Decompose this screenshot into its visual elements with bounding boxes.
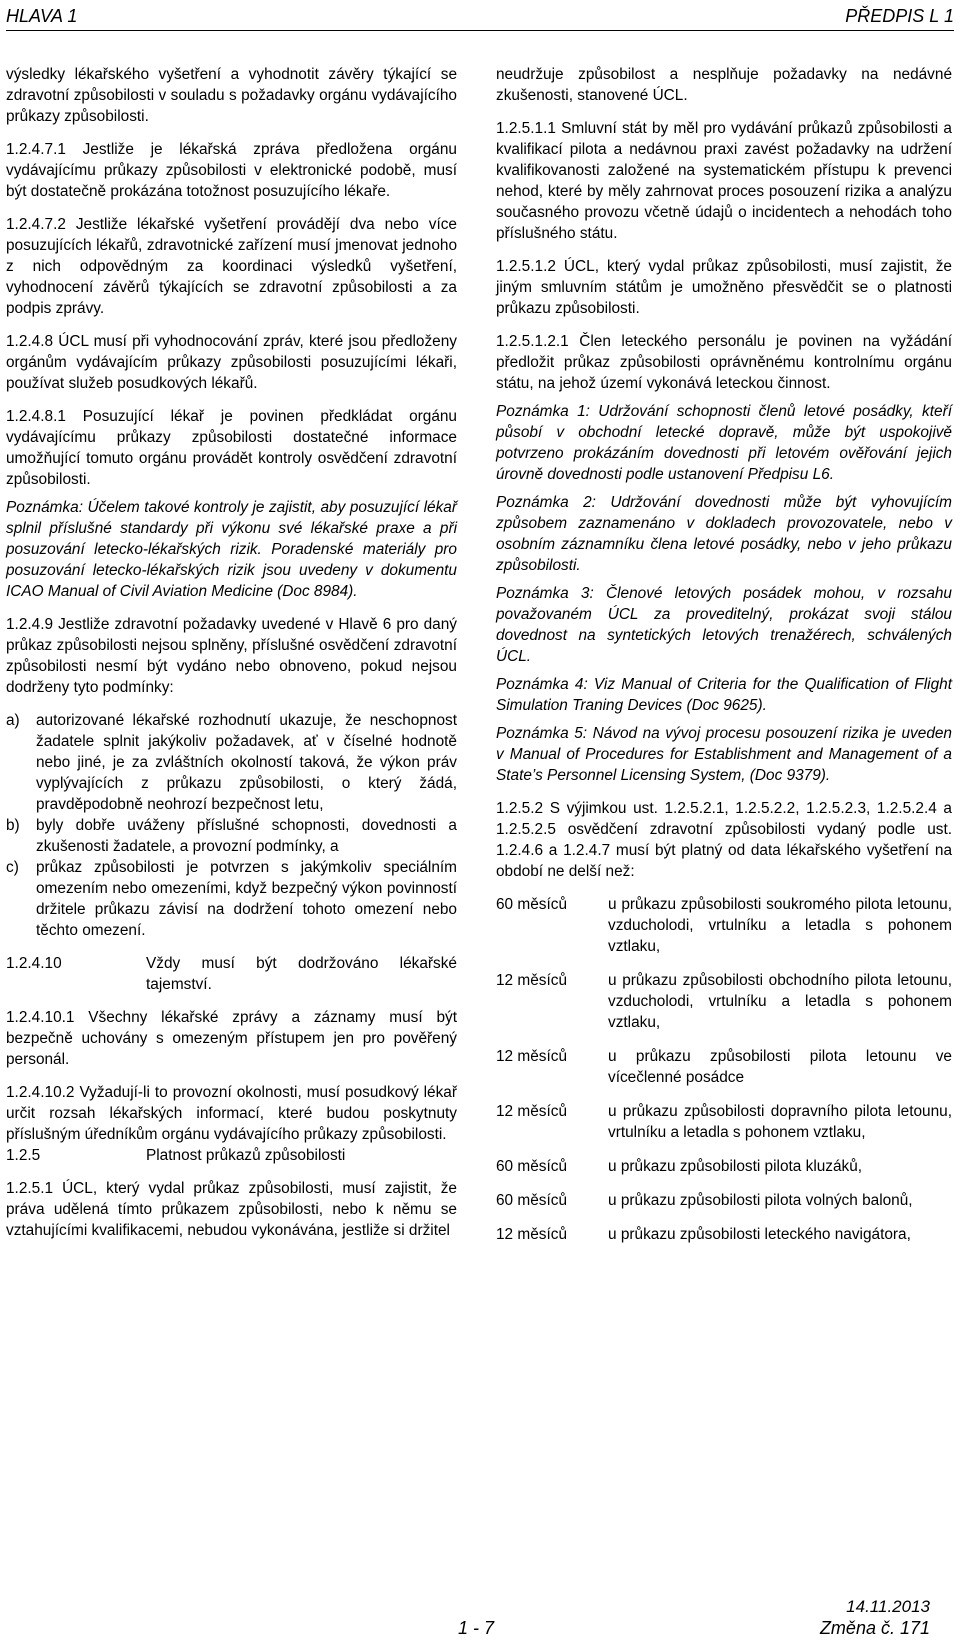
list-item: [6, 815, 457, 857]
section-title: Platnost průkazů způsobilosti: [146, 1147, 346, 1164]
paragraph-1-2-4-10: [6, 953, 457, 995]
validity-text: u průkazu způsobilosti pilota volných balonů,: [608, 1192, 913, 1209]
validity-period: 12 měsíců: [496, 972, 568, 989]
list-label: b): [6, 817, 20, 834]
right-column: [496, 64, 952, 1258]
section-number: 1.2.5: [6, 1147, 41, 1164]
amendment-number: Změna č. 171: [819, 1618, 930, 1638]
validity-text: u průkazu způsobilosti obchodního pilota letounu, vzducholodi, vrtulníku a letadla s pohonem vztlaku,: [608, 972, 952, 1031]
list-item: [6, 857, 457, 941]
list-item: [496, 1101, 952, 1143]
validity-period: 60 měsíců: [496, 1158, 568, 1175]
list-text: průkaz způsobilosti je potvrzen s jakýmkoliv speciálním omezením nebo omezeními, když bezpečný výkon povinností držitele průkazu závisí na dodržení tohoto omezení nebo těchto omezení.: [36, 859, 457, 939]
paragraph-1-2-5-1-2: 1.2.5.1.2 ÚCL, který vydal průkaz způsobilosti, musí zajistit, že jiným smluvním státům je umožněno přesvědčit se o platnosti průkazu způsobilosti.: [496, 258, 952, 317]
list-item: [496, 1156, 952, 1177]
validity-text: u průkazu způsobilosti pilota letounu ve vícečlenné posádce: [608, 1048, 952, 1086]
left-column: [6, 64, 457, 1241]
validity-period: 60 měsíců: [496, 1192, 568, 1209]
note-1: Poznámka 1: Udržování schopnosti členů letové posádky, kteří působí v obchodní letecké dopravě, může být uspokojivě potvrzeno prokázáním dovednosti při letovém ověřování jejich úrovně dovednosti podle ustanovení Předpisu L6.: [496, 403, 952, 483]
list-label: a): [6, 712, 20, 729]
validity-text: u průkazu způsobilosti leteckého navigátora,: [608, 1226, 911, 1243]
validity-period: 12 měsíců: [496, 1048, 568, 1065]
paragraph-1-2-5-2: 1.2.5.2 S výjimkou ust. 1.2.5.2.1, 1.2.5.2.2, 1.2.5.2.3, 1.2.5.2.4 a 1.2.5.2.5 osvědčení zdravotní způsobilosti vydaný podle ust. 1.2.4.6 a 1.2.4.7 musí být platný od data lékařského vyšetření na období ne delší než:: [496, 800, 952, 880]
list-item: [496, 1190, 952, 1211]
list-item: [496, 970, 952, 1033]
list-text: autorizované lékařské rozhodnutí ukazuje, že neschopnost žadatele splnit jakýkoliv požadavek, ať v číselné hodnotě nebo jiné, je za zvláštních okolností taková, že výkon práv vyplývajících z průkazu způsobilosti, o který žádá, pravděpodobně neohrozí bezpečnost letu,: [36, 712, 457, 813]
note-5: Poznámka 5: Návod na vývoj procesu posouzení rizika je uveden v Manual of Procedures for Establishment and Management of a State’s Personnel Licensing System, (Doc 9379).: [496, 725, 952, 784]
list-item: [496, 1224, 952, 1245]
paragraph-1-2-4-10-2: 1.2.4.10.2 Vyžadují-li to provozní okolnosti, musí posudkový lékař určit rozsah lékařských informací, které budou poskytnuty příslušným úředníkům orgánu vydávajícího průkazy způsobilosti.: [6, 1084, 457, 1143]
validity-period: 12 měsíců: [496, 1226, 568, 1243]
list-item: [6, 710, 457, 815]
note-2: Poznámka 2: Udržování dovednosti může být vyhovujícím způsobem zaznamenáno v dokladech provozovatele, nebo v osobním záznamníku člena letové posádky, nebo v jeho průkazu způsobilosti.: [496, 494, 952, 574]
list-item: [496, 894, 952, 957]
list-label: c): [6, 859, 19, 876]
section-number: 1.2.4.10: [6, 955, 62, 972]
validity-period: 12 měsíců: [496, 1103, 568, 1120]
chapter-title: HLAVA 1: [6, 6, 78, 26]
list-item: [496, 1046, 952, 1088]
note-3: Poznámka 3: Členové letových posádek mohou, v rozsahu považovaném ÚCL za proveditelný, prokázat svoji stálou dovednost na syntetických letových trenažérech, schválených ÚCL.: [496, 585, 952, 665]
paragraph-1-2-4-8-1: 1.2.4.8.1 Posuzující lékař je povinen předkládat orgánu vydávajícímu průkazy způsobilosti dostatečné informace umožňující tomuto orgánu provádět kontroly osvědčení zdravotní způsobilosti.: [6, 408, 457, 488]
page-number: 1 - 7: [458, 1618, 495, 1638]
section-text: Vždy musí být dodržováno lékařské tajemství.: [146, 955, 457, 993]
validity-period: 60 měsíců: [496, 896, 568, 913]
footer-date: 14.11.2013: [846, 1597, 930, 1616]
validity-list: [496, 894, 952, 1245]
note-4: Poznámka 4: Viz Manual of Criteria for the Qualification of Flight Simulation Traning Devices (Doc 9625).: [496, 676, 952, 714]
paragraph-1-2-4-7-2: 1.2.4.7.2 Jestliže lékařské vyšetření provádějí dva nebo více posuzujících lékařů, zdravotnické zařízení musí jmenovat jednoho z nich odpovědným za koordinaci výsledků vyšetření, vyhodnocení závěrů týkajících se zdravotní způsobilosti a za podpis zprávy.: [6, 216, 457, 317]
paragraph-1-2-5-1-2-1: 1.2.5.1.2.1 Člen leteckého personálu je povinen na vyžádání předložit průkaz způsobilosti oprávněnému kontrolnímu orgánu státu, na jehož území vykonává leteckou činnost.: [496, 333, 952, 392]
page-header: [6, 4, 954, 31]
paragraph-1-2-4-8: 1.2.4.8 ÚCL musí při vyhodnocování zpráv, které jsou předloženy orgánům vydávajícím průkazy způsobilosti posuzujícími lékaři, používat služeb posudkových lékařů.: [6, 333, 457, 392]
validity-text: u průkazu způsobilosti dopravního pilota letounu, vrtulníku a letadla s pohonem vztlaku,: [608, 1103, 952, 1141]
conditions-list: [6, 710, 457, 941]
paragraph-1-2-4-10-1: 1.2.4.10.1 Všechny lékařské zprávy a záznamy musí být bezpečně uchovány s omezeným přístupem jen pro pověřený personál.: [6, 1009, 457, 1068]
validity-text: u průkazu způsobilosti soukromého pilota letounu, vzducholodi, vrtulníku a letadla s pohonem vztlaku,: [608, 896, 952, 955]
section-heading-1-2-5: [6, 1145, 457, 1166]
paragraph-1-2-5-1-1: 1.2.5.1.1 Smluvní stát by měl pro vydávání průkazů způsobilosti a kvalifikací pilota a nedávnou praxi zavést požadavky na udržení kvalifikovanosti založené na systematickém přístupu k prevenci nehod, které by měly zahrnovat proces posouzení rizika a analýzu současného provozu včetně údajů o incidentech a nehodách toho příslušného státu.: [496, 120, 952, 242]
paragraph: neudržuje způsobilost a nesplňuje požadavky na nedávné zkušenosti, stanovené ÚCL.: [496, 66, 952, 104]
validity-text: u průkazu způsobilosti pilota kluzáků,: [608, 1158, 863, 1175]
paragraph-1-2-4-7-1: 1.2.4.7.1 Jestliže je lékařská zpráva předložena orgánu vydávajícímu průkazy způsobilosti v elektronické podobě, musí být dostatečně prokázána totožnost posuzujícího lékaře.: [6, 141, 457, 200]
list-text: byly dobře uváženy příslušné schopnosti, dovednosti a zkušenosti žadatele, a provozní podmínky, a: [36, 817, 457, 855]
note: Poznámka: Účelem takové kontroly je zajistit, aby posuzující lékař splnil příslušné standardy při výkonu své lékařské praxe a při posuzování letecko-lékařských rizik. Poradenské materiály pro posuzování letecko-lékařských rizik jsou uvedeny v dokumentu ICAO Manual of Civil Aviation Medicine (Doc 8984).: [6, 499, 457, 600]
paragraph-1-2-5-1: 1.2.5.1 ÚCL, který vydal průkaz způsobilosti, musí zajistit, že práva udělená tímto průkazem způsobilosti, nebo k němu se vztahujícími kvalifikacemi, nebudou vykonávána, jestliže si držitel: [6, 1180, 457, 1239]
regulation-title: PŘEDPIS L 1: [845, 6, 954, 26]
paragraph-1-2-4-9: 1.2.4.9 Jestliže zdravotní požadavky uvedené v Hlavě 6 pro daný průkaz způsobilosti nejsou splněny, příslušné osvědčení zdravotní způsobilosti nesmí být vydáno nebo obnoveno, pokud nejsou dodrženy tyto podmínky:: [6, 616, 457, 696]
paragraph: výsledky lékařského vyšetření a vyhodnotit závěry týkající se zdravotní způsobilosti v souladu s požadavky orgánu vydávajícího průkazy způsobilosti.: [6, 66, 457, 125]
